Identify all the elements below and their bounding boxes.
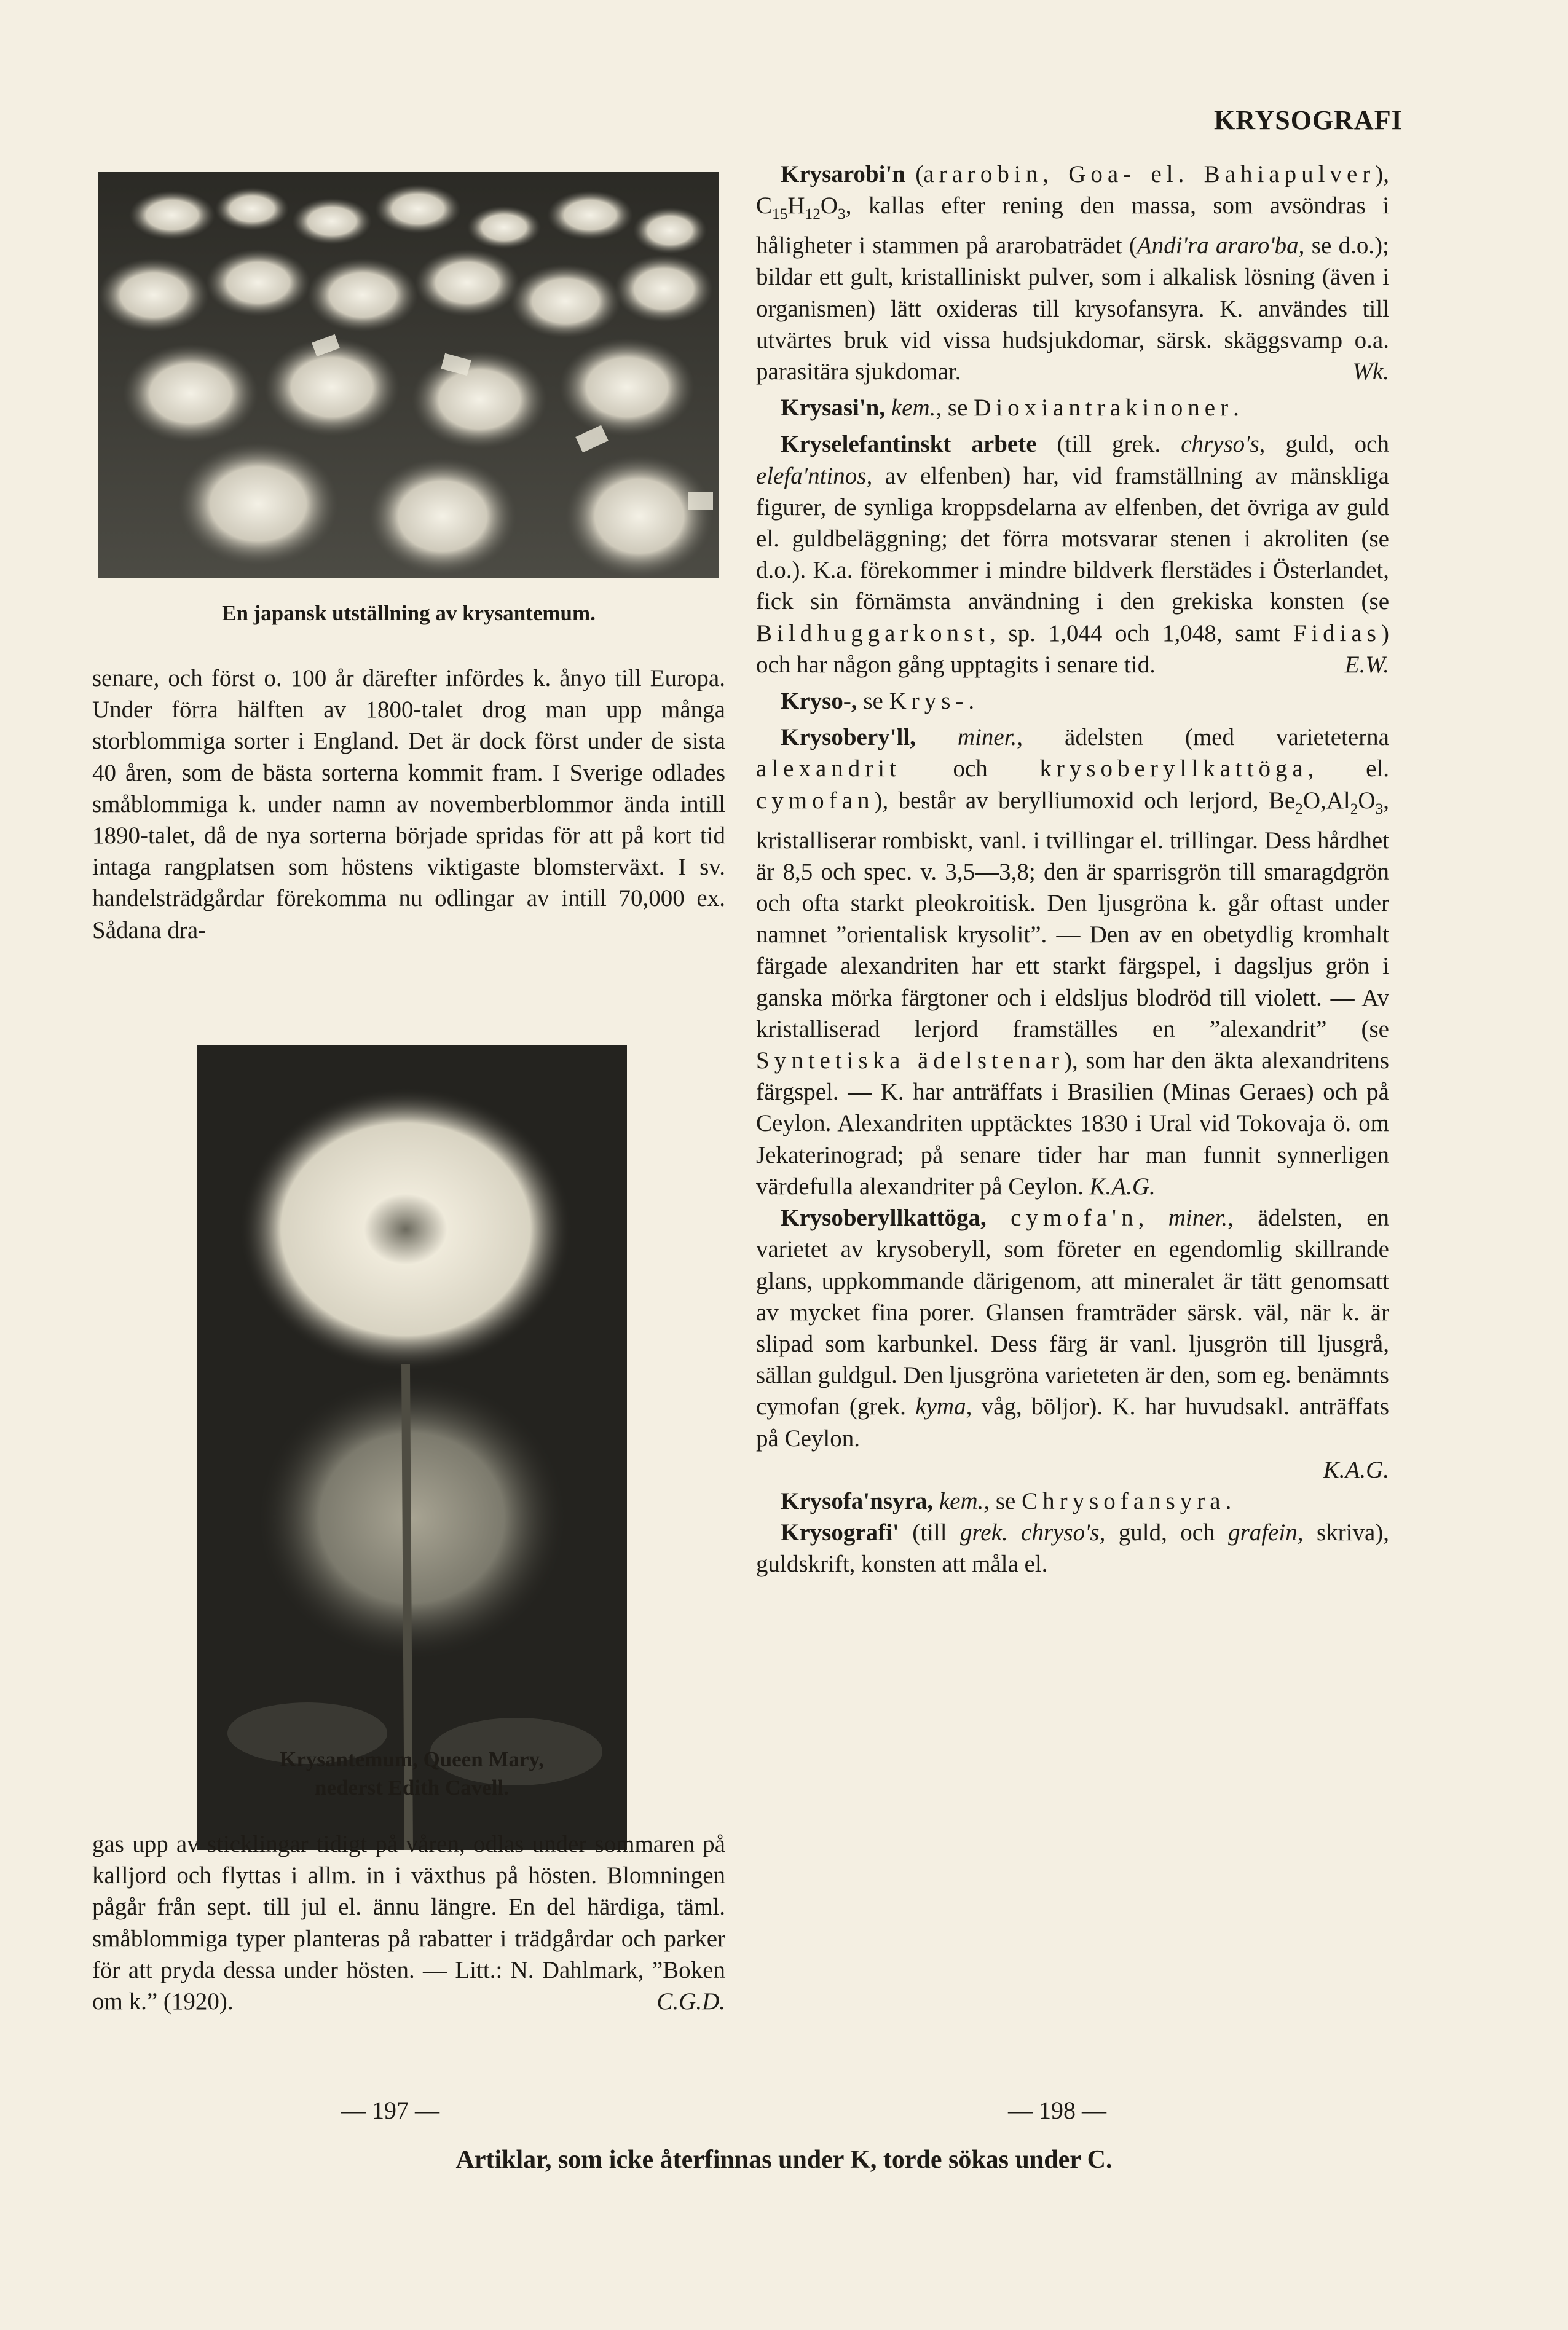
- entry-kryso: Kryso-, se Krys-.: [781, 688, 975, 715]
- entry-headword: Kryso-,: [781, 688, 857, 715]
- entry-signature: E.W.: [1344, 651, 1389, 678]
- figure2-caption-line1: Krysantemum, Queen Mary,: [280, 1747, 544, 1771]
- chrysanthemum-photo: [197, 1045, 627, 1850]
- left-page-number: — 197 —: [341, 2096, 439, 2124]
- left-paragraph-2: [92, 1828, 725, 2017]
- entry-headword: Krysoberyllkattöga,: [781, 1205, 987, 1232]
- entry-krysografi: Krysografi' (till grek. chryso's, guld, och grafein, skriva), guldskrift, konsten att måla el.: [756, 1519, 1389, 1578]
- running-head: KRYSOGRAFI: [1214, 105, 1403, 135]
- entry-headword: Krysografi': [781, 1519, 899, 1546]
- entry-kryselefantinskt: Kryselefantinskt arbete (till grek. chryso's, guld, och elefa'ntinos, av elfenben) har, vid framställning av mänskliga figurer, de synliga kroppsdelarna av elfenben, det övriga av guld el. guldbeläggning; det förra motsvarar stenen i akroliten (se d.o.). K.a. förekommer i mindre bildverk flerstädes i Österlandet, fick sin förnämsta användning i den grekiska konsten (se Bildhuggarkonst, sp. 1,044 och 1,048, samt Fidias) och har någon gång upptagits i senare tid. E.W.: [756, 428, 1389, 680]
- figure2-caption: [197, 1746, 627, 1801]
- right-column: [756, 159, 1389, 1580]
- entry-headword: Krysarobi'n: [781, 161, 905, 187]
- entry-headword: Krysobery'll,: [781, 724, 916, 751]
- entry-krysofansyra: Krysofa'nsyra, kem., se Chrysofansyra.: [781, 1487, 1232, 1514]
- entry-headword: Kryselefantinskt arbete: [781, 431, 1037, 458]
- right-page-number: — 198 —: [1008, 2096, 1106, 2124]
- entry-signature: Wk.: [1352, 358, 1389, 385]
- entry-signature: K.A.G.: [1323, 1456, 1389, 1483]
- figure1-caption: En japansk utställning av krysantemum.: [222, 601, 596, 625]
- entry-krysarobin: Krysarobi'n (ararobin, Goa- el. Bahiapulver), $C_{15}H_{12}O_3$, kallas efter rening den massa, som avsöndras i håligheter i stammen på ararobaträdet (Andi'ra araro'ba, se d.o.); bildar ett gult, kristalliniskt pulver, som i alkalisk lösning (även i organismen) lätt oxideras till krysofansyra. K. användes till utvärtes bruk vid vissa hudsjukdomar, särsk. skäggsvamp o.a. parasitära sjukdomar. Wk.: [756, 159, 1389, 387]
- entry-krysoberyll: Krysobery'll, miner., ädelsten (med varieteterna alexandrit och krysoberyllkattöga, el. cymofan), består av berylliumoxid och lerjord, $Be_2O,Al_2O_3$, kristalliserar rombiskt, vanl. i tvillingar el. trillingar. Dess hårdhet är 8,5 och spec. v. 3,5—3,8; den är sparrisgrön till smaragdgrön och ofta starkt pleokroitisk. Den ljusgröna k. går oftast under namnet ”orientalisk krysolit”. — Den av en obetydlig kromhalt färgade alexandriten har ett starkt färgspel, i dagsljus grön i ganska mörka färgtoner och i eldsljus blodröd till violett. — Av kristalliserad lerjord framställes en ”alexandrit” (se Syntetiska ädelstenar), som har den äkta alexandritens färgspel. — K. har anträffats i Brasilien (Minas Geraes) och på Ceylon. Alexandriten upptäcktes 1830 i Ural vid Tokovaja ö. om Jekaterinograd; på senare tider har man funnit synnerligen värdefulla alexandriter på Ceylon. K.A.G.: [756, 724, 1389, 1200]
- entry-krysasin: Krysasi'n, kem., se Dioxiantrakinoner.: [781, 395, 1239, 422]
- entry-krysoberyllkattoga: Krysoberyllkattöga, cymofa'n, miner., ädelsten, en varietet av krysoberyll, som företer en egendomlig skillrande glans, uppkommande därigenom, att mineralet är tätt genomsatt av mycket fina porer. Glansen framträder särsk. väl, när k. är slipad som karbunkel. Dess färg är vanl. ljusgrön till ljusgrå, sällan guldgul. Den ljusgröna varieteten är den, som eg. benämnts cymofan (grek. kyma, våg, böljor). K. har huvudsakl. anträffats på Ceylon. K.A.G.: [756, 1202, 1389, 1486]
- left-paragraph-1: [92, 663, 725, 946]
- entry-signature: K.A.G.: [1089, 1173, 1156, 1200]
- left-text-1: senare, och först o. 100 år därefter infördes k. ånyo till Europa. Under förra hälften av 1800-talet drog man upp många storblommiga sorter i England. Det är dock först under de sista 40 åren, som de bästa sorterna kommit fram. I Sverige odlades småblommiga k. under namn av novemberblommor ända intill 1890-talet, då de nya sorterna började spridas för att på kort tid intaga rangplatsen som höstens viktigaste blomsterväxt. I sv. handelsträdgårdar förekomma nu odlingar av intill 70,000 ex. Sådana dra-: [92, 665, 725, 943]
- left-text-2: gas upp av sticklingar tidigt på våren, odlas under sommaren på kalljord och flyttas i allm. in i växthus på hösten. Blomningen pågår från sept. till jul el. ännu längre. En del härdiga, täml. småblommiga typer planteras på rabatter i trädgårdar och parker för att pryda dessa under hösten. — Litt.: N. Dahlmark, ”Boken om k.” (1920).: [92, 1831, 725, 2015]
- left-signature: C.G.D.: [656, 1988, 725, 2015]
- entry-headword: Krysasi'n,: [781, 395, 886, 422]
- footer-note: Artiklar, som icke återfinnas under K, torde sökas under C.: [455, 2146, 1113, 2174]
- entry-headword: Krysofa'nsyra,: [781, 1487, 934, 1514]
- figure2-caption-line2: nederst Edith Cavell.: [315, 1775, 509, 1800]
- exhibition-photo: [98, 172, 719, 578]
